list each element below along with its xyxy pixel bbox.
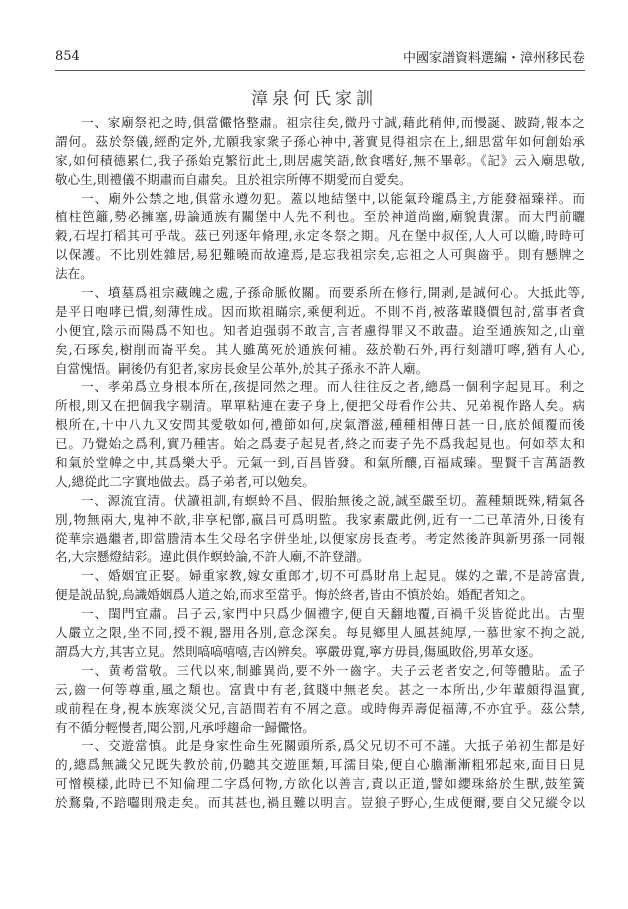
paragraph-line: 是平日咆哮已慣,刻薄性成。因而欺祖瞞宗,乘便利近。不則不肖,被落輩賤價包討,當事者貪	[55, 303, 585, 319]
document-title: 漳泉何氏家訓	[251, 89, 377, 109]
paragraph-line: 一、閨門宜肅。吕子云,家門中只爲少個禮字,便自天翻地覆,百禍千災皆從此出。古聖	[81, 606, 585, 622]
paragraph	[55, 284, 585, 378]
page-number: 854	[55, 48, 80, 64]
paragraph-line: 一、黄耇當敬。三代以來,制雖異尚,要不外一齒字。夫子云老者安之,何等體貼。孟子	[81, 662, 585, 678]
paragraph-line: 植柱笆籬,勢必擁塞,毋論通族有關堡中人先不利也。至於神道尚幽,廟貌貴潔。而大門前曬	[55, 209, 585, 225]
paragraph-line: 一、墳墓爲祖宗藏魄之處,子孫命脈攸關。而要系所在修行,開剥,是誠何心。大抵此等,	[81, 285, 585, 301]
paragraph-line: 以保護。不比別姓雜居,易犯難曉而故違焉,是忘我祖宗矣,忘祖之人可與齒乎。則有懸牌之	[55, 247, 585, 263]
paragraph-line: 一、交遊當慎。此是身家性命生死關頭所系,爲父兄切不可不謹。大抵子弟初生都是好	[81, 738, 585, 754]
paragraph-line: 一、婚姻宜正娶。婦重家教,嫁女重郎才,切不可爲財帛上起見。媒妁之輩,不是誇富貴,	[81, 568, 585, 584]
paragraph-line: 家,如何積德累仁,我子孫始克繁衍此土,則居處笑語,飲食嗜好,無不畢彰。《記》云入廟思敬,	[55, 152, 585, 168]
paragraph	[55, 190, 585, 284]
paragraph-line: 從華宗過繼者,即當謄清本生父母名字併坐址,以便家房長查考。考定然後許與新男孫一同報	[55, 530, 585, 546]
paragraph	[55, 114, 585, 190]
paragraph-line: 便是説品貌,烏識婚姻爲人道之始,而求至當乎。悔於終者,皆由不慎於始。婚配者知之。	[55, 587, 533, 603]
paragraph-line: 人,總從此二字實地做去。爲子弟者,可以勉矣。	[55, 473, 315, 489]
paragraph-line: 謂爲大方,其害立見。然則嗃嗃嘻嘻,吉凶辨矣。寧嚴毋寬,寧方毋員,傷風敗俗,男革女逐。	[55, 643, 541, 659]
paragraph-line: 人嚴立之限,坐不同,授不親,器用各別,意念深矣。每見鄉里人風甚純厚,一慕世家不拘之説,	[55, 625, 585, 641]
paragraph	[55, 605, 585, 662]
paragraph-line: 的,總爲無識父兄既失教於前,仍聽其交遊匪類,耳濡目染,便自心膽漸漸粗邪起來,面目日見	[55, 757, 585, 773]
paragraph-line: 可憎模樣,此時已不知倫理二字爲何物,方欲化以善言,責以正道,譬如纓珠絡於生獸,鼓笙簧	[55, 776, 585, 792]
paragraph-line: 一、源流宜清。伏讀祖訓,有螟蛉不昌、假胎無後之説,誠至嚴至切。蓋種類既殊,精氣各	[81, 492, 585, 508]
header-rule	[55, 70, 585, 71]
paragraph-line: 所根,則又在把個我字剔清。單單粘連在妻子身上,便把父母看作公共、兄弟視作路人矣。病	[55, 398, 585, 414]
paragraph-line: 和氣於堂幃之中,其爲樂大乎。元氣一到,百昌皆發。和氣所釀,百福咸臻。聖賢千言萬語教	[55, 455, 585, 471]
paragraph-line: 根所在,十中八九又安問其愛敬如何,禮節如何,戾氣潛滋,種種相傳日甚一日,底於傾覆而後	[55, 417, 585, 433]
running-title: 中國家譜資料選編・漳州移民卷	[402, 50, 585, 66]
paragraph-line: 名,大宗懸燈結彩。違此俱作螟蛉論,不許人廟,不許登譜。	[55, 549, 370, 565]
paragraph-line: 有不循分輕慢者,聞公罰,凡承呼趨命一歸儼恪。	[55, 719, 315, 735]
paragraph	[55, 378, 585, 491]
paragraph-line: 自當愧悟。嗣後仍有犯者,家房長僉呈公革外,於其子孫永不許人廟。	[55, 360, 429, 376]
paragraph	[55, 567, 585, 605]
paragraph-line: 謂何。茲於祭儀,經酌定外,尤願我家衆子孫心神中,著實見得祖宗在上,細思當年如何創始承	[55, 133, 585, 149]
paragraph	[55, 737, 585, 813]
paragraph-line: 於鶩梟,不踣囓則飛走矣。而其甚也,禍且難以明言。豈狼子野心,生成便爾,要自父兄縱令以	[55, 795, 585, 811]
paragraph	[55, 662, 585, 738]
paragraph-line: 矣,石琢矣,樹削而崙平矣。其人雖萬死於通族何補。茲於勒石外,再行刻譜叮嚀,猶有人心,	[55, 341, 585, 357]
running-header	[55, 47, 585, 65]
paragraph-line: 一、家廟祭祀之時,俱當儼恪整肅。祖宗往矣,微丹寸誠,藉此稍伸,而慢誕、跛踦,報本之	[81, 115, 585, 130]
paragraph-line: 別,物無兩大,鬼神不歆,非享杞鄫,嬴吕可爲明監。我家素嚴此例,近有一二已革清外,日後有	[55, 511, 585, 527]
paragraph	[55, 492, 585, 568]
paragraph-line: 云,齒一何等尊重,風之頽也。富貴中有老,貧賤中無老矣。甚之一本所出,少年輩頗得温實,	[55, 681, 585, 697]
body-text	[55, 114, 585, 813]
paragraph-line: 或前程在身,視本族寒淡父兄,言語間若有不屑之意。或時侮弄壽促福薄,不亦宜乎。茲公禁,	[55, 700, 585, 716]
paragraph-line: 小便宜,陰示而陽爲不知也。知者迫强弱不敢言,言者慮得罪又不敢盡。迨至通族知之,山童	[55, 322, 585, 338]
paragraph-line: 穀,石埕打稻其可乎哉。茲已列逐年脩理,永定冬祭之期。凡在堡中叔侄,人人可以瞻,時時可	[55, 228, 585, 244]
paragraph-line: 一、孝弟爲立身根本所在,孩提同然之理。而人往往反之者,總爲一個利字起見耳。利之	[81, 379, 585, 395]
paragraph-line: 一、廟外公禁之地,俱當永遵勿犯。蓋以地結堡中,以能氣玲瓏爲主,方能發福臻祥。而	[81, 190, 585, 206]
paragraph-line: 已。乃覺始之爲利,實乃種害。始之爲妻子起見者,終之而妻子先不爲我起見也。何如萃太和	[55, 436, 585, 452]
paragraph-line: 法在。	[55, 266, 93, 282]
paragraph-line: 敬心生,則禮儀不期肅而自肅矣。且於祖宗所傳不期愛而自愛矣。	[55, 171, 412, 187]
